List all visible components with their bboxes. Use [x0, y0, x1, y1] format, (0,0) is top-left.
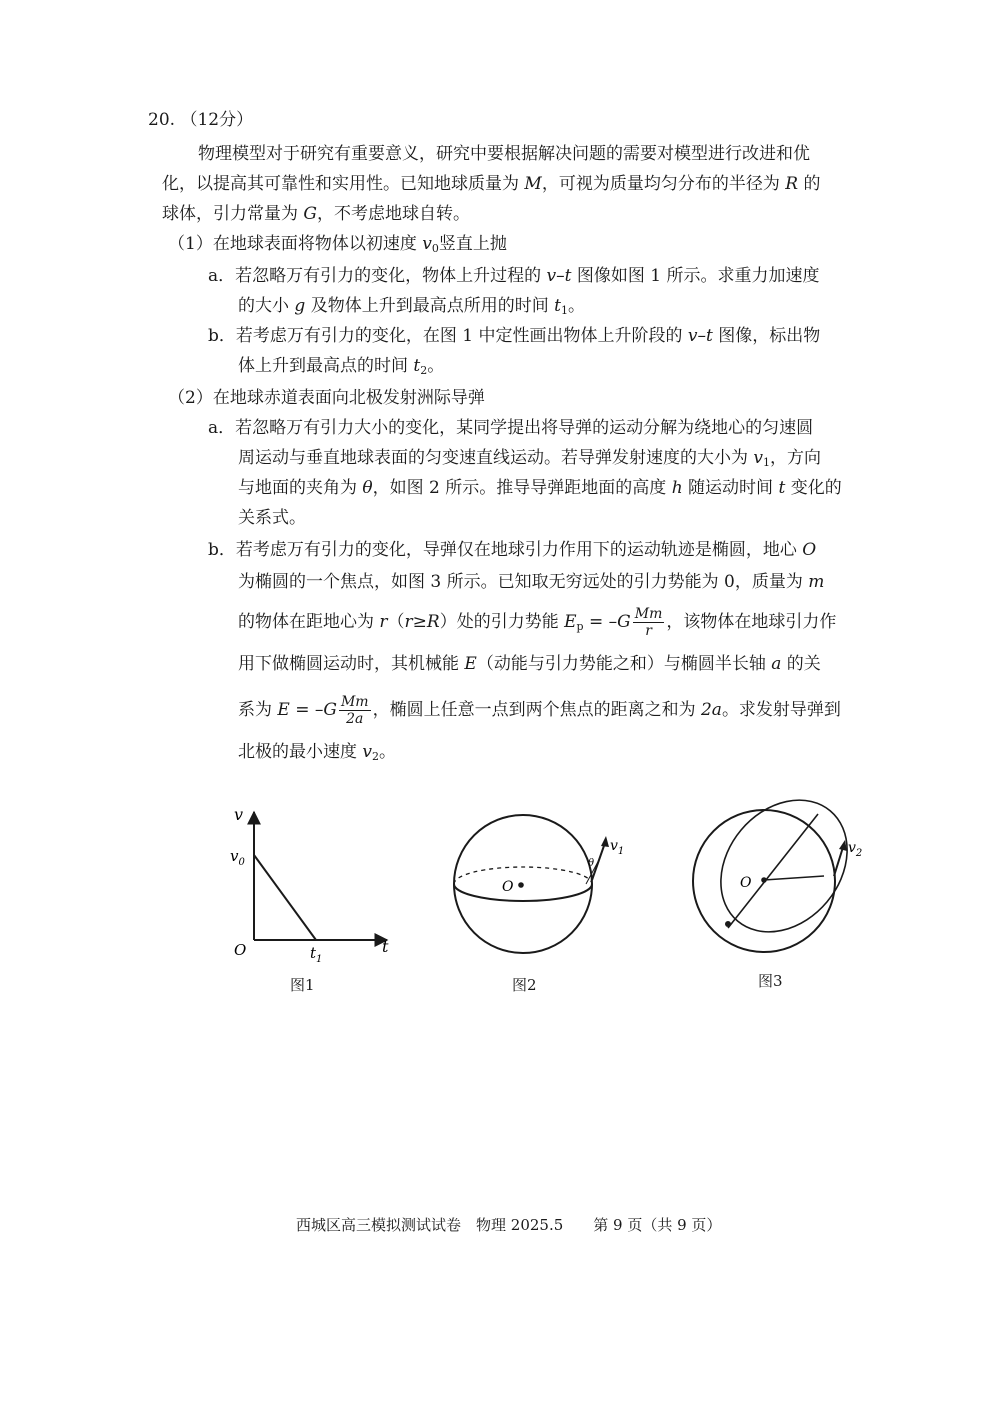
part2b-line-4	[238, 650, 821, 678]
part2b-text: ，该物体在地球引力作	[666, 612, 837, 632]
part2a-text: ，方向	[770, 448, 822, 468]
part2b-text: 用下做椭圆运动时，其机械能	[238, 654, 465, 674]
intro-text: 的	[798, 174, 821, 194]
symbol-v0-sub: 0	[431, 242, 439, 255]
part2b-text: 。求发射导弹到	[721, 700, 841, 720]
intro-line-1	[198, 140, 810, 168]
intro-line-3	[162, 200, 470, 228]
fig1-vt-line	[254, 855, 316, 940]
part2b-line-2	[238, 568, 824, 596]
part2a-text: 关系式。	[238, 508, 306, 528]
part2-heading-text: （2）在地球赤道表面向北极发射洲际导弹	[168, 388, 485, 408]
fig1-v0-main: v	[230, 847, 239, 865]
figure-2-sphere	[448, 800, 638, 975]
part1a-text: a．若忽略万有引力的变化，物体上升过程的	[208, 266, 547, 286]
symbol-r: r	[379, 612, 388, 632]
part1b-text: 。	[427, 356, 445, 376]
part2b-text: 的物体在距地心为	[238, 612, 380, 632]
symbol-M: M	[524, 174, 542, 194]
part1-heading-text: （1）在地球表面将物体以初速度	[168, 234, 423, 254]
symbol-t1: t	[554, 296, 561, 316]
intro-line-2	[162, 170, 820, 198]
symbol-t1-sub: 1	[560, 304, 568, 317]
fig1-t1-label	[310, 944, 322, 965]
symbol-theta: θ	[362, 478, 373, 498]
part1b-text: b．若考虑万有引力的变化，在图 1 中定性画出物体上升阶段的	[208, 326, 688, 346]
symbol-v2: v	[362, 742, 373, 762]
symbol-Ep: E	[564, 612, 577, 632]
figure-1-caption: 图1	[290, 976, 315, 994]
fig1-v0-label	[230, 847, 245, 868]
symbol-h: h	[671, 478, 683, 498]
part1a-text: 及物体上升到最高点所用的时间	[305, 296, 555, 316]
figure-1-vt-graph	[222, 800, 402, 965]
intro-text: 化，以提高其可靠性和实用性。已知地球质量为	[162, 174, 525, 194]
fig2-v1-sub: 1	[617, 846, 625, 857]
part1b-line-1	[208, 322, 820, 350]
figure-3-caption: 图3	[758, 972, 783, 990]
question-number	[148, 106, 253, 134]
symbol-E: E	[464, 654, 477, 674]
fraction-Mm-over-2a	[339, 694, 371, 727]
intro-text: 物理模型对于研究有重要意义，研究中要根据解决问题的需要对模型进行改进和优	[198, 144, 810, 164]
part1b-line-2	[238, 352, 444, 385]
intro-text: ，可视为质量均匀分布的半径为	[541, 174, 786, 194]
part2b-text: 的关	[781, 654, 821, 674]
fig2-v1-label	[610, 838, 624, 857]
symbol-t: t	[778, 478, 786, 498]
part2b-line-5	[238, 694, 841, 727]
part2-heading	[168, 384, 485, 412]
fig1-axis-t-label: t	[382, 937, 389, 956]
fig3-velocity-arrowhead	[839, 840, 847, 851]
part2a-text: a．若忽略万有引力大小的变化，某同学提出将导弹的运动分解为绕地心的匀速圆	[208, 418, 814, 438]
part2b-text: （动能与引力势能之和）与椭圆半长轴	[476, 654, 772, 674]
fig3-ellipse-orbit	[695, 796, 873, 957]
fig2-center-label: O	[502, 879, 514, 895]
symbol-m: m	[808, 572, 825, 592]
fig3-v2-label	[848, 840, 862, 859]
fig1-origin-label: O	[234, 941, 247, 959]
fraction-Mm-over-r	[633, 606, 665, 639]
symbol-v0: v	[422, 234, 432, 254]
part1a-text: 的大小	[238, 296, 295, 316]
part1a-text: 图像如图 1 所示。求重力加速度	[571, 266, 820, 286]
equation-part: = –G	[583, 612, 631, 632]
part2a-text: 随运动时间	[682, 478, 779, 498]
symbol-G: G	[303, 204, 317, 224]
fig2-center-dot	[518, 882, 524, 888]
symbol-Ep-sub: p	[576, 620, 584, 633]
part1a-text: 。	[567, 296, 585, 316]
symbol-a: a	[771, 654, 782, 674]
fraction-numerator: Mm	[340, 694, 369, 710]
fig3-center-dot	[761, 877, 767, 883]
part1b-text: 体上升到最高点的时间	[238, 356, 414, 376]
part2b-text: 为椭圆的一个焦点，如图 3 所示。已知取无穷远处的引力势能为 0，质量为	[238, 572, 809, 592]
part2b-line-3	[238, 606, 836, 641]
symbol-t2: t	[413, 356, 421, 376]
equation-part: E = –G	[277, 700, 337, 720]
part2b-text: ，椭圆上任意一点到两个焦点的距离之和为	[372, 700, 701, 720]
condition-r-ge-R: r≥R	[404, 612, 440, 632]
question-score: （12分）	[180, 110, 254, 130]
symbol-O: O	[802, 540, 817, 560]
symbol-2a: 2a	[700, 700, 722, 720]
part2b-text: 北极的最小速度	[238, 742, 363, 762]
part2a-line-2	[238, 444, 821, 477]
question-number-text: 20.	[148, 110, 176, 130]
part2a-line-1	[208, 414, 813, 442]
part1b-text: 图像，标出物	[712, 326, 821, 346]
part2b-line-6	[238, 738, 396, 771]
symbol-v1-sub: 1	[763, 456, 771, 469]
part2a-line-4	[238, 504, 306, 532]
part1a-line-2	[238, 292, 585, 325]
part1-heading	[168, 230, 507, 263]
part2a-text: 周运动与垂直地球表面的匀变速直线运动。若导弹发射速度的大小为	[238, 448, 754, 468]
part1-heading-text: 竖直上抛	[438, 234, 507, 254]
fraction-denominator: r	[645, 623, 652, 639]
part2a-text: 与地面的夹角为	[238, 478, 363, 498]
fig1-t1-main: t	[310, 944, 317, 962]
fig3-v2-sub: 2	[855, 848, 863, 859]
symbol-vt: v–t	[687, 326, 713, 346]
fig3-launch-point	[725, 921, 731, 927]
fig3-major-axis	[728, 814, 818, 928]
symbol-vt: v–t	[546, 266, 572, 286]
symbol-R: R	[785, 174, 799, 194]
part2b-text: 。	[379, 742, 397, 762]
symbol-t2-sub: 2	[420, 364, 428, 377]
figure-2-caption: 图2	[512, 976, 537, 994]
part2a-text: 变化的	[785, 478, 842, 498]
fig1-axis-v-label: v	[234, 805, 244, 824]
figure-3-orbit	[688, 796, 888, 971]
fig2-velocity-arrowhead	[601, 836, 609, 847]
part2b-text: b．若考虑万有引力的变化，导弹仅在地球引力作用下的运动轨迹是椭圆，地心	[208, 540, 803, 560]
fig3-radius-line	[764, 876, 824, 880]
fig3-v2-main: v	[848, 840, 856, 856]
intro-text: ，不考虑地球自转。	[317, 204, 470, 224]
part2b-text: 系为	[238, 700, 278, 720]
page-footer: 西城区高三模拟测试试卷 物理 2025.5 第 9 页（共 9 页）	[296, 1216, 722, 1234]
symbol-v2-sub: 2	[372, 750, 380, 763]
fig1-t1-sub: 1	[316, 954, 323, 965]
part2a-line-3	[238, 474, 842, 502]
symbol-g: g	[294, 296, 306, 316]
part1a-line-1	[208, 262, 820, 290]
intro-text: 球体，引力常量为	[162, 204, 304, 224]
fig1-v0-sub: 0	[238, 857, 245, 868]
part2b-text: ）处的引力势能	[439, 612, 565, 632]
fraction-numerator: Mm	[634, 606, 663, 622]
part2a-text: ，如图 2 所示。推导导弹距地面的高度	[372, 478, 672, 498]
part2b-text: （	[387, 612, 405, 632]
part2b-line-1	[208, 536, 816, 564]
symbol-v1: v	[753, 448, 764, 468]
fig2-theta-label: θ	[588, 858, 595, 869]
fig2-equator-back	[454, 867, 592, 884]
fig2-v1-main: v	[610, 838, 618, 854]
fraction-denominator: 2a	[346, 711, 364, 727]
fig3-center-label: O	[740, 875, 752, 891]
